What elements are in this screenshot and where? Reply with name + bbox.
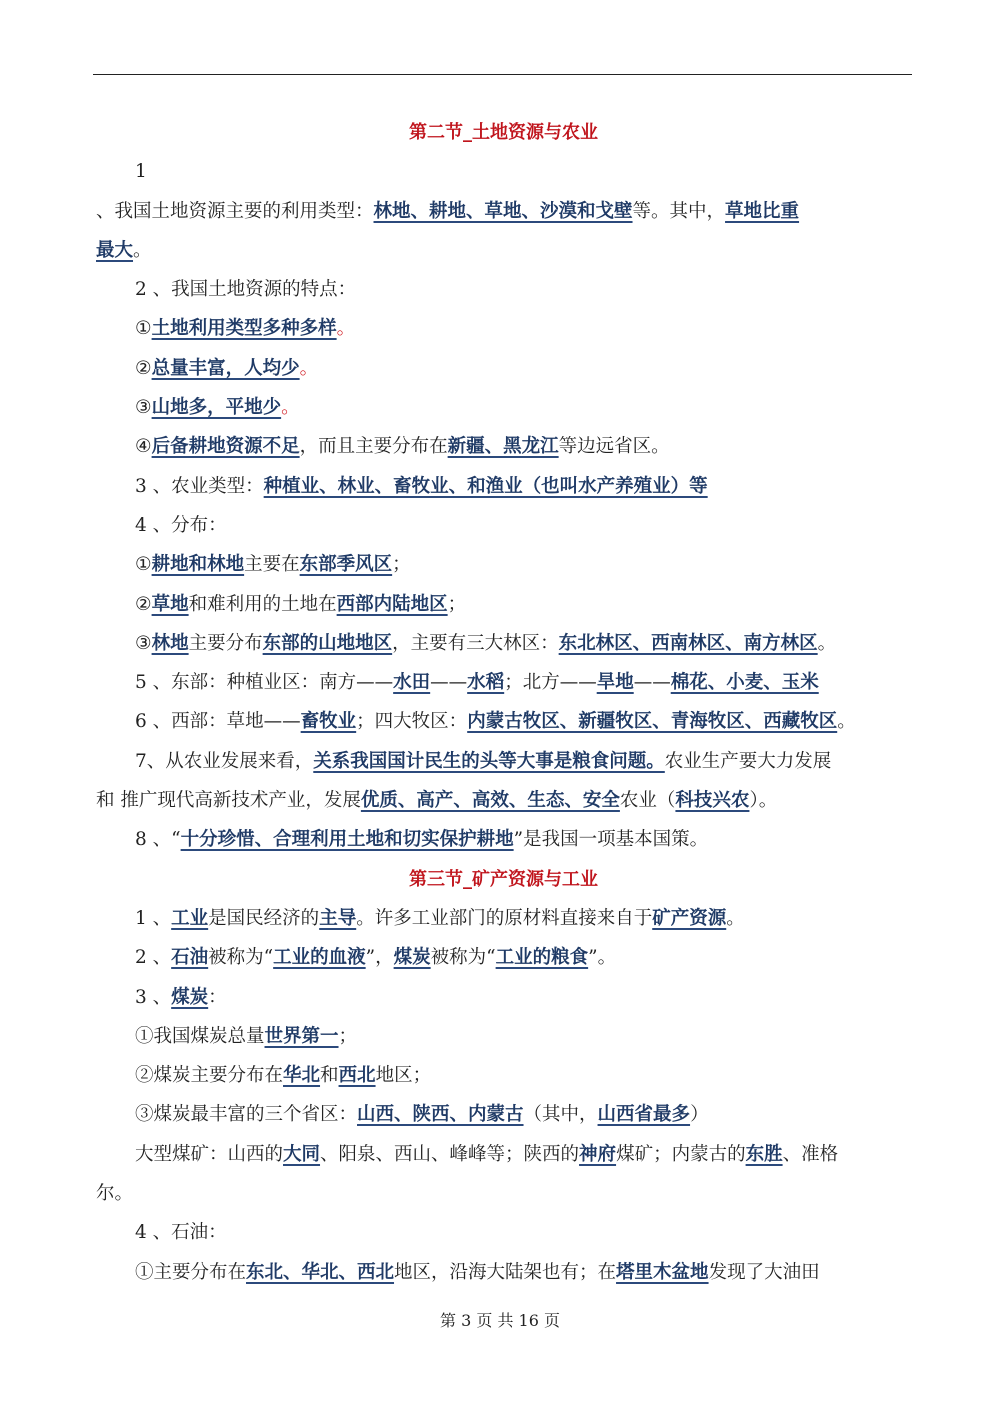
key-term: 煤炭	[393, 947, 431, 969]
section-heading	[96, 113, 911, 152]
text: ①主要分布在	[135, 1261, 247, 1283]
text: 农业生产要大力发展	[664, 750, 832, 772]
paragraph-line	[96, 1213, 911, 1252]
paragraph-line	[96, 388, 911, 427]
key-term: 矿产资源	[652, 907, 727, 929]
text: 、我国土地资源主要的利用类型：	[96, 200, 374, 222]
text: ③煤炭最丰富的三个省区：	[135, 1104, 358, 1126]
text: 1 、	[135, 907, 172, 929]
paragraph-line	[96, 1095, 911, 1134]
key-term: 耕地和林地	[151, 554, 245, 576]
text: 4 、分布：	[135, 514, 227, 536]
text: 。	[281, 397, 300, 419]
text: ④	[135, 436, 152, 458]
key-term: 工业的血液	[273, 947, 366, 969]
text: ”是我国一项基本国策。	[513, 829, 709, 851]
text: 1	[135, 161, 147, 183]
text: 主要在	[244, 554, 300, 576]
text: ）。	[749, 790, 778, 812]
text: 、阳泉、西山、峰峰等；陕西的	[320, 1143, 580, 1165]
key-term: 山地多，平地少	[151, 397, 282, 419]
text: ①	[135, 318, 152, 340]
key-term: 东北林区、西南林区、南方林区	[558, 632, 818, 654]
key-term: 石油	[171, 947, 209, 969]
paragraph-line	[96, 467, 911, 506]
text: 。许多工业部门的原材料直接来自于	[356, 907, 653, 929]
key-term: 十分珍惜、合理利用土地和切实保护耕地	[180, 829, 514, 851]
key-term: 山西、陕西、内蒙古	[357, 1104, 524, 1126]
key-term: 土地利用类型多种多样	[151, 318, 337, 340]
text: ；北方——	[504, 672, 597, 694]
paragraph-line	[96, 899, 911, 938]
paragraph-line	[96, 152, 911, 191]
text: 和 推广现代高新技术产业，发展	[96, 790, 361, 812]
paragraph-line	[96, 1253, 911, 1292]
header-rule	[93, 74, 912, 75]
text: 主要分布	[188, 632, 263, 654]
paragraph-line	[96, 663, 911, 702]
key-term: 最大	[96, 239, 134, 261]
key-term: 工业	[171, 907, 209, 929]
text: ②	[135, 357, 152, 379]
text: ：	[208, 986, 227, 1008]
key-term: 畜牧业	[300, 711, 357, 733]
text: 8 、“	[135, 829, 181, 851]
key-term: 塔里木盆地	[616, 1261, 709, 1283]
key-term: 旱地	[596, 672, 634, 694]
key-term: 新疆、黑龙江	[447, 436, 559, 458]
paragraph-line	[96, 427, 911, 466]
key-term: 林地、耕地、草地、沙漠和戈壁	[373, 200, 633, 222]
text: ②	[135, 593, 152, 615]
paragraph-line	[96, 585, 911, 624]
key-term: 东北、华北、西北	[246, 1261, 395, 1283]
text: ，主要有三大林区：	[392, 632, 559, 654]
text: ③	[135, 632, 152, 654]
text: 。	[133, 239, 152, 261]
text: 被称为“	[430, 947, 496, 969]
text: 。	[299, 357, 319, 379]
key-term: 工业的粮食	[495, 947, 589, 969]
paragraph-line	[96, 742, 911, 781]
text: 。	[837, 711, 856, 733]
page-number: 第 3 页 共 16 页	[440, 1311, 560, 1330]
key-term: 草地比重	[725, 200, 800, 222]
text: 。	[726, 907, 745, 929]
text: 2 、	[135, 947, 172, 969]
key-term: 总量丰富，人均少	[151, 357, 300, 379]
text: 地区；	[375, 1065, 432, 1087]
text: 2 、我国土地资源的特点：	[135, 279, 357, 301]
key-term: 世界第一	[264, 1025, 339, 1047]
paragraph-line	[96, 1056, 911, 1095]
key-term: 东胜	[745, 1143, 783, 1165]
text: 被称为“	[208, 947, 274, 969]
text: 5 、东部：种植业区：南方——	[135, 672, 394, 694]
text: 。	[817, 632, 837, 654]
paragraph-line	[96, 938, 911, 977]
text: 3 、农业类型：	[135, 475, 264, 497]
paragraph-line	[96, 1174, 911, 1213]
paragraph-line	[96, 702, 911, 741]
section-heading	[96, 860, 911, 899]
key-term: 优质、高产、高效、生态、安全	[360, 790, 620, 812]
text: ”，	[365, 947, 394, 969]
text: ”。	[588, 947, 617, 969]
document-body	[96, 113, 911, 1292]
text: ，而且主要分布在	[299, 436, 448, 458]
key-term: 科技兴农	[675, 790, 750, 812]
key-term: 水田	[393, 672, 431, 694]
paragraph-line	[96, 506, 911, 545]
key-term: 西北	[338, 1065, 376, 1087]
text: 和	[320, 1065, 339, 1087]
key-term: 大同	[283, 1143, 321, 1165]
key-term: 山西省最多	[597, 1104, 691, 1126]
text: （其中，	[523, 1104, 598, 1126]
paragraph-line	[96, 624, 911, 663]
key-term: 神府	[579, 1143, 617, 1165]
key-term: 主导	[319, 907, 357, 929]
text: ；四大牧区：	[356, 711, 468, 733]
key-term: 东部季风区	[299, 554, 393, 576]
text: 6 、西部：草地——	[135, 711, 301, 733]
key-term: 水稻	[467, 672, 505, 694]
key-term: 内蒙古牧区、新疆牧区、青海牧区、西藏牧区	[467, 711, 838, 733]
text: 等。其中，	[632, 200, 726, 222]
key-term: 种植业、林业、畜牧业、和渔业（也叫水产养殖业）等	[263, 475, 708, 497]
paragraph-line	[96, 978, 911, 1017]
paragraph-line	[96, 1017, 911, 1056]
key-term: 煤炭	[171, 986, 209, 1008]
text: 农业（	[619, 790, 676, 812]
key-term: 草地	[151, 593, 189, 615]
text: 第二节_土地资源与农业	[409, 122, 598, 143]
text: ；	[338, 1025, 358, 1047]
text: 尔。	[96, 1183, 134, 1205]
text: 7、从农业发展来看，	[135, 750, 314, 772]
text: ；	[447, 593, 467, 615]
text: ②煤炭主要分布在	[135, 1065, 284, 1087]
text: 、准格	[782, 1143, 839, 1165]
key-term: 关系我国国计民生的头等大事是粮食问题。	[313, 750, 665, 772]
paragraph-line	[96, 192, 911, 231]
text: 3 、	[135, 986, 172, 1008]
key-term: 棉花、小麦、玉米	[670, 672, 819, 694]
text: ；	[392, 554, 411, 576]
paragraph-line	[96, 1135, 911, 1174]
text: 和难利用的土地在	[188, 593, 337, 615]
text: ——	[633, 672, 671, 694]
paragraph-line	[96, 545, 911, 584]
paragraph-line	[96, 309, 911, 348]
text: 等边远省区。	[558, 436, 670, 458]
paragraph-line	[96, 781, 911, 820]
text: ①	[135, 554, 152, 576]
text: ）	[690, 1104, 709, 1126]
text: 大型煤矿：山西的	[135, 1143, 284, 1165]
key-term: 西部内陆地区	[336, 593, 448, 615]
key-term: 东部的山地地区	[262, 632, 393, 654]
key-term: 华北	[283, 1065, 321, 1087]
key-term: 林地	[151, 632, 189, 654]
key-term: 后备耕地资源不足	[151, 436, 300, 458]
text: 第三节_矿产资源与工业	[409, 868, 598, 890]
text: 发现了大油田	[708, 1261, 820, 1283]
paragraph-line	[96, 270, 911, 309]
text: 地区，沿海大陆架也有；在	[394, 1261, 617, 1283]
text: ——	[430, 672, 468, 694]
text: 煤矿；内蒙古的	[616, 1143, 746, 1165]
text: 4 、石油：	[135, 1222, 227, 1244]
paragraph-line	[96, 231, 911, 270]
text: ①我国煤炭总量	[135, 1025, 265, 1047]
paragraph-line	[96, 349, 911, 388]
text: 是国民经济的	[208, 907, 320, 929]
text: 。	[336, 318, 356, 340]
text: ③	[135, 397, 152, 419]
paragraph-line	[96, 820, 911, 859]
